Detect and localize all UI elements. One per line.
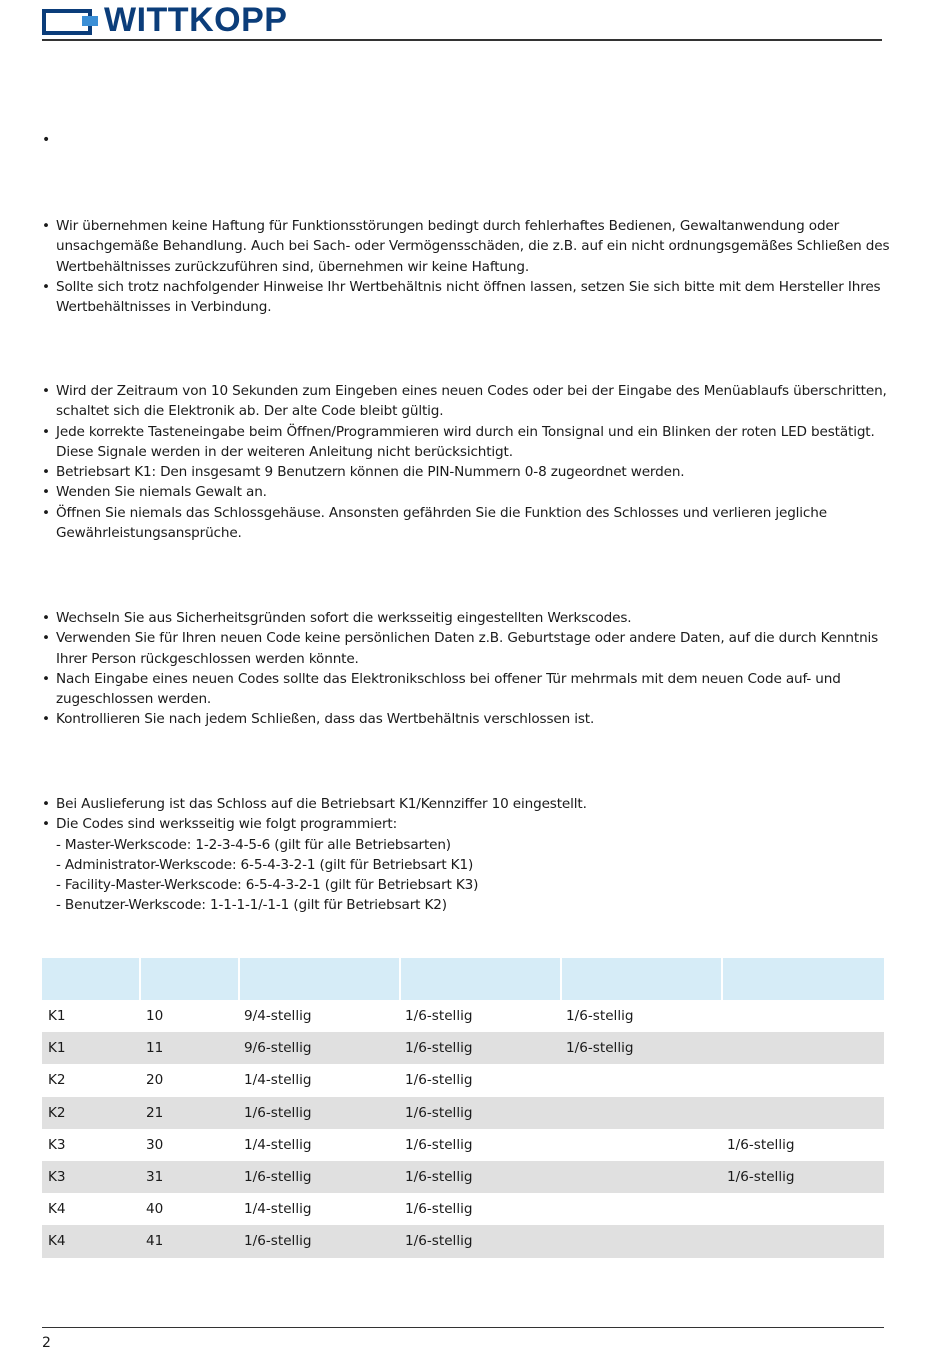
table-cell: 1/4-stellig <box>244 1201 312 1218</box>
list-item: • Verwenden Sie für Ihren neuen Code keine persönlichen Daten z.B. Geburtstage oder andere Daten, auf die durch Kenntnis Ihrer Person rückgeschlossen werden könnte. <box>42 628 892 669</box>
header-divider <box>42 39 882 41</box>
list-item: • Jede korrekte Tasteneingabe beim Öffnen/Programmieren wird durch ein Tonsignal und ein Blinken der roten LED bestätigt. Diese Signale werden in der weiteren Anleitung nicht berücksichtigt. <box>42 422 892 463</box>
page-number: 2 <box>42 1335 51 1351</box>
table-cell: 21 <box>146 1104 164 1121</box>
liability-section <box>42 216 892 317</box>
table-row <box>42 1225 884 1257</box>
intro-bullet: • <box>42 132 51 148</box>
table-cell: K4 <box>48 1233 66 1250</box>
page-header <box>42 1 884 42</box>
table-cell: 1/4-stellig <box>244 1072 312 1089</box>
list-item: • Nach Eingabe eines neuen Codes sollte das Elektronikschloss bei offener Tür mehrmals mit dem neuen Code auf- und zugeschlossen werden. <box>42 669 892 710</box>
table-cell: 1/6-stellig <box>244 1169 312 1186</box>
wittkopp-logo-icon <box>42 8 100 36</box>
table-row <box>42 1000 884 1032</box>
table-header-cell <box>141 958 240 1000</box>
table-cell: 31 <box>146 1169 164 1186</box>
table-cell: 9/4-stellig <box>244 1008 312 1025</box>
table-cell: 1/4-stellig <box>244 1136 312 1153</box>
table-cell: 1/6-stellig <box>405 1169 473 1186</box>
table-cell: K3 <box>48 1169 66 1186</box>
sub-item: - Administrator-Werkscode: 6-5-4-3-2-1 (gilt für Betriebsart K1) <box>56 856 474 873</box>
table-cell: 41 <box>146 1233 164 1250</box>
table-cell: 10 <box>146 1008 164 1025</box>
table-cell: 30 <box>146 1136 164 1153</box>
table-cell: 1/6-stellig <box>405 1136 473 1153</box>
table-header <box>42 958 884 1000</box>
table-cell: 1/6-stellig <box>405 1201 473 1218</box>
table-cell: K1 <box>48 1008 66 1025</box>
table-cell: 1/6-stellig <box>405 1233 473 1250</box>
table-cell: 40 <box>146 1201 164 1218</box>
table-cell: 1/6-stellig <box>566 1008 634 1025</box>
table-body <box>42 1000 884 1258</box>
table-cell: 1/6-stellig <box>566 1040 634 1057</box>
table-header-cell <box>42 958 141 1000</box>
table-cell: 1/6-stellig <box>405 1008 473 1025</box>
table-cell: 1/6-stellig <box>405 1040 473 1057</box>
table-cell: K1 <box>48 1040 66 1057</box>
brand-name: WITTKOPP <box>104 1 288 39</box>
table-cell: 1/6-stellig <box>405 1072 473 1089</box>
sub-item: - Facility-Master-Werkscode: 6-5-4-3-2-1 (gilt für Betriebsart K3) <box>56 877 479 894</box>
table-cell: 11 <box>146 1040 164 1057</box>
table-row <box>42 1032 884 1064</box>
table-cell: 1/6-stellig <box>244 1104 312 1121</box>
table-header-cell <box>562 958 723 1000</box>
table-row <box>42 1129 884 1161</box>
table-row <box>42 1097 884 1129</box>
table-cell: 1/6-stellig <box>244 1233 312 1250</box>
list-item: • Wenden Sie niemals Gewalt an. <box>42 482 892 502</box>
table-cell: K2 <box>48 1104 66 1121</box>
list-item: • Bei Auslieferung ist das Schloss auf die Betriebsart K1/Kennziffer 10 eingestellt. <box>42 794 892 814</box>
table-cell: 20 <box>146 1072 164 1089</box>
sub-item: - Benutzer-Werkscode: 1-1-1-1/-1-1 (gilt für Betriebsart K2) <box>56 897 447 914</box>
security-notes-section <box>42 608 892 730</box>
operating-modes-table <box>42 958 884 1258</box>
table-cell: K4 <box>48 1201 66 1218</box>
list-item: • Sollte sich trotz nachfolgender Hinweise Ihr Wertbehältnis nicht öffnen lassen, setzen Sie sich bitte mit dem Hersteller Ihres Wertbehältnisses in Verbindung. <box>42 277 892 318</box>
table-header-cell <box>401 958 562 1000</box>
table-row <box>42 1193 884 1225</box>
table-row <box>42 1064 884 1096</box>
table-cell: 9/6-stellig <box>244 1040 312 1057</box>
table-row <box>42 1161 884 1193</box>
table-cell: 1/6-stellig <box>405 1104 473 1121</box>
sub-item: - Master-Werkscode: 1-2-3-4-5-6 (gilt für alle Betriebsarten) <box>56 836 451 853</box>
table-cell: K2 <box>48 1072 66 1089</box>
table-cell: 1/6-stellig <box>727 1169 795 1186</box>
footer-divider <box>42 1327 884 1328</box>
general-notes-section <box>42 381 892 543</box>
list-item: • Wechseln Sie aus Sicherheitsgründen sofort die werksseitig eingestellten Werkscodes. <box>42 608 892 628</box>
table-cell: 1/6-stellig <box>727 1136 795 1153</box>
table-cell: K3 <box>48 1136 66 1153</box>
table-header-cell <box>723 958 884 1000</box>
list-item: • Wird der Zeitraum von 10 Sekunden zum Eingeben eines neuen Codes oder bei der Eingabe des Menüablaufs überschritten, schaltet sich die Elektronik ab. Der alte Code bleibt gültig. <box>42 381 892 422</box>
list-item: • Betriebsart K1: Den insgesamt 9 Benutzern können die PIN-Nummern 0-8 zugeordnet werden. <box>42 462 892 482</box>
table-header-cell <box>240 958 401 1000</box>
list-item: • Wir übernehmen keine Haftung für Funktionsstörungen bedingt durch fehlerhaftes Bedienen, Gewaltanwendung oder unsachgemäße Behandlung. Auch bei Sach- oder Vermögensschäden, die z.B. auf ein nicht ordnungsgemäßes Schließen des Wertbehältnisses zurückzuführen sind, übernehmen wir keine Haftung. <box>42 216 892 277</box>
list-item: • Die Codes sind werksseitig wie folgt programmiert: <box>42 814 892 834</box>
list-item: • Öffnen Sie niemals das Schlossgehäuse. Ansonsten gefährden Sie die Funktion des Schlosses und verlieren jegliche Gewährleistungsansprüche. <box>42 503 892 544</box>
list-item: • Kontrollieren Sie nach jedem Schließen, dass das Wertbehältnis verschlossen ist. <box>42 709 892 729</box>
factory-settings-section <box>42 794 892 916</box>
